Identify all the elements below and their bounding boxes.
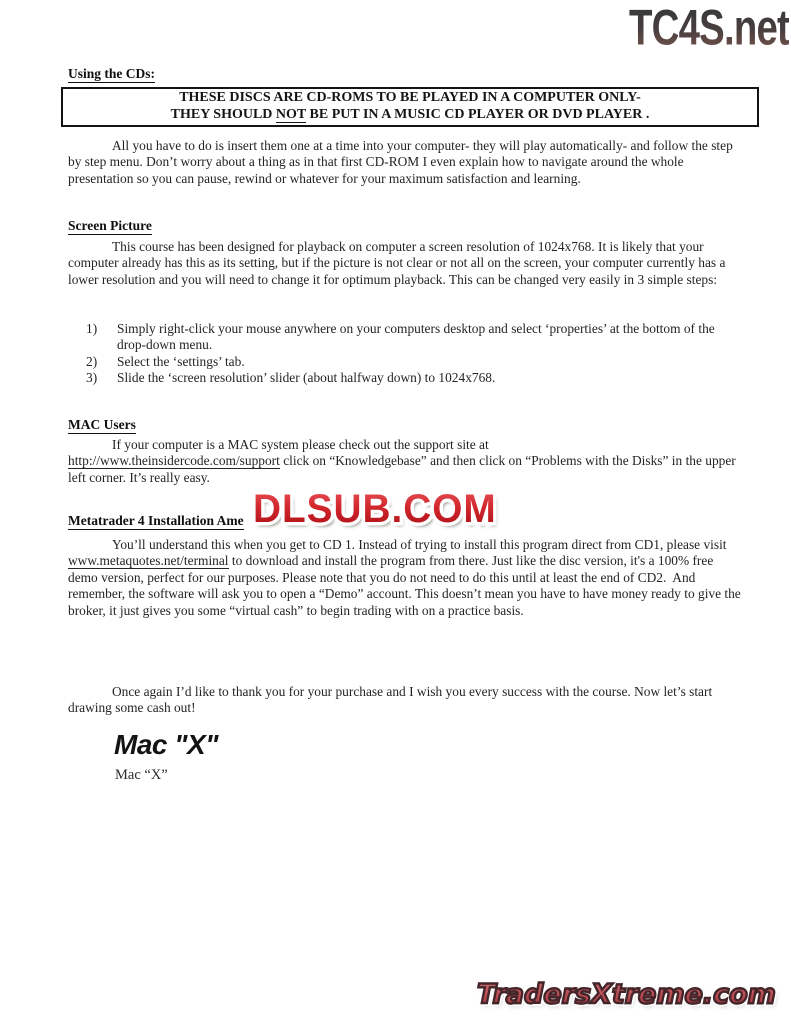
- heading-mac-users: MAC Users: [68, 417, 136, 433]
- paragraph-mac-support: If your computer is a MAC system please check out the support site at http://www.theinsidercode.com/support click on “Knowledgebase” and then click on “Problems with the Disks” in the upper left corner. It’s really easy.: [68, 437, 740, 485]
- metaquotes-link[interactable]: www.metaquotes.net/terminal: [68, 553, 229, 569]
- dlsub-watermark: DLSUB.COM DLSUB.COM: [253, 489, 497, 529]
- paragraph-screen-resolution: This course has been designed for playback on computer a screen resolution of 1024x768. It is likely that your computer already has this as its setting, but if the picture is not clear or not all on the screen, your computer currently has a lower resolution and you will need to change it for optimum playback. This can be changed very easily in 3 simple steps:: [68, 239, 729, 287]
- warning-line-1: THESE DISCS ARE CD-ROMS TO BE PLAYED IN A COMPUTER ONLY-: [179, 90, 641, 105]
- paragraph-thanks: Once again I’d like to thank you for your purchase and I wish you every success with the course. Now let’s start drawing some cash out!: [68, 684, 716, 716]
- heading-screen-picture: Screen Picture: [68, 218, 152, 234]
- underlined-not: NOT: [275, 106, 307, 122]
- heading-metatrader-installation: Metatrader 4 Installation Ame: [68, 513, 244, 529]
- list-item: 2) Select the ‘settings’ tab.: [86, 353, 245, 369]
- paragraph-intro: All you have to do is insert them one at a time into your computer- they will play automatically- and follow the step by step menu. Don’t worry about a thing as in that first CD-ROM I even explain how to navigate around the whole presentation so you can pause, rewind or whatever for your maximum satisfaction and learning.: [68, 138, 737, 186]
- tc4s-logo: TC4S.net: [628, 0, 789, 56]
- resolution-steps-list: [86, 321, 736, 387]
- cd-warning-box: [61, 87, 759, 127]
- signature-plain: Mac “X”: [115, 767, 168, 783]
- tradersxtreme-logo: TradersXtreme.com TradersXtreme.com TradersXtreme.com: [477, 981, 776, 1008]
- signature-stylized: Mac "X": [114, 729, 218, 760]
- list-item: 3) Slide the ‘screen resolution’ slider (about halfway down) to 1024x768.: [86, 370, 496, 386]
- heading-using-the-cds: Using the CDs:: [68, 66, 156, 82]
- warning-line-2: THEY SHOULD NOT BE PUT IN A MUSIC CD PLAYER OR DVD PLAYER .: [170, 106, 650, 122]
- paragraph-metatrader: You’ll understand this when you get to CD 1. Instead of trying to install this program direct from CD1, please visit www.metaquotes.net/terminal to download and install the program from there. Just like the disc version, it's a 100% free demo version, perfect for our purposes. Please note that you do not need to do this until at least the end of CD2. And remember, the software will ask you to open a “Demo” account. This doesn’t mean you have to have money ready to give the broker, it just gives you some “virtual cash” to begin trading with on a practice basis.: [68, 537, 745, 618]
- support-site-link[interactable]: http://www.theinsidercode.com/support: [68, 453, 280, 469]
- list-item: 1) Simply right-click your mouse anywhere on your computers desktop and select ‘properties’ at the bottom of the drop-down menu.: [86, 321, 715, 353]
